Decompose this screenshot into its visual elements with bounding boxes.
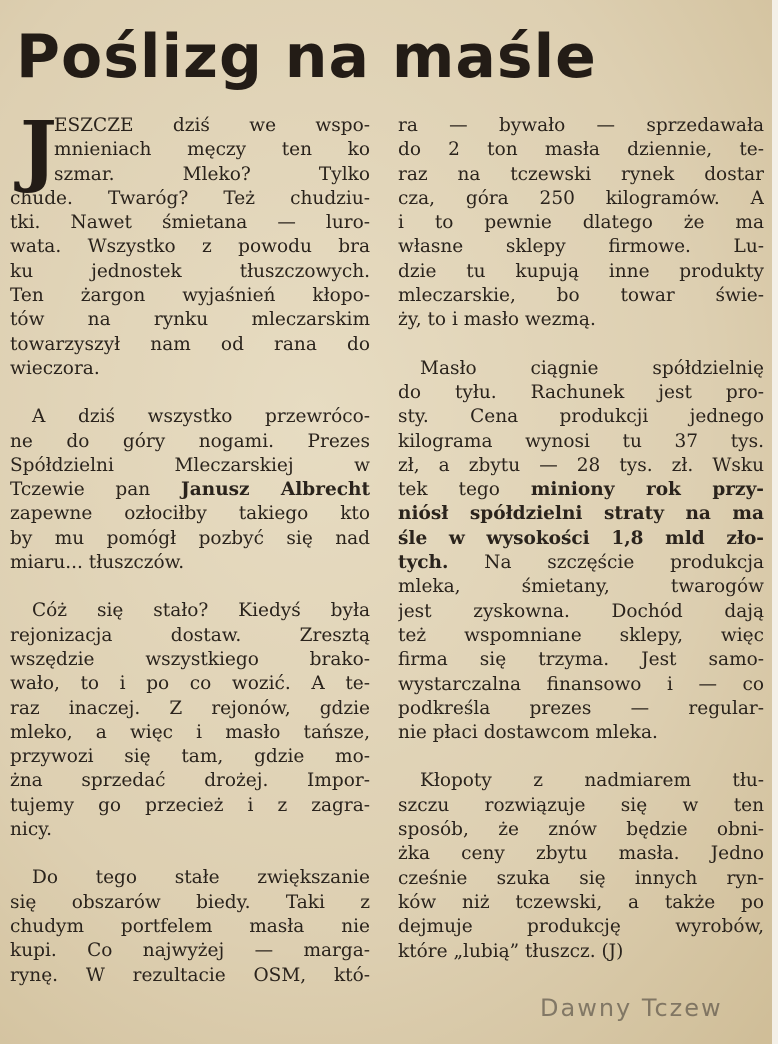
text-line: ży, to i masło wezmą. bbox=[398, 309, 596, 331]
text-line: cza, góra 250 kilogramów. A bbox=[398, 187, 764, 209]
text-line: Ten żargon wyjaśnień kłopo- bbox=[10, 285, 370, 307]
bold-text: Janusz Albrecht bbox=[181, 479, 370, 501]
watermark: Dawny Tczew bbox=[540, 994, 723, 1022]
text-line: podkreśla prezes — regular- bbox=[398, 697, 764, 719]
text-line: Masło ciągnie spółdzielnię bbox=[420, 357, 764, 379]
paragraph bbox=[398, 357, 764, 746]
text-line: wało, to i po co wozić. A te- bbox=[10, 673, 370, 695]
text-line: zł, a zbytu — 28 tys. zł. Wsku bbox=[398, 454, 764, 476]
text-line: ków niż tczewski, a także po bbox=[398, 891, 764, 913]
text-line: raz inaczej. Z rejonów, gdzie bbox=[10, 697, 370, 719]
text-line: rejonizacja dostaw. Zresztą bbox=[10, 624, 370, 646]
text-line: mleko, a więc i masło tańsze, bbox=[10, 721, 370, 743]
text-line: wszędzie wszystkiego brako- bbox=[10, 648, 370, 670]
text-line: Kłopoty z nadmiarem tłu- bbox=[420, 770, 764, 792]
text-line: mleka, śmietany, twarogów bbox=[398, 576, 764, 598]
text-line: tych. Na szczęście produkcja bbox=[398, 552, 764, 574]
text-line: się obszarów biedy. Taki z bbox=[10, 891, 370, 913]
text-line: też wspomniane sklepy, więc bbox=[398, 624, 764, 646]
text-line: ku jednostek tłuszczowych. bbox=[10, 260, 370, 282]
text-line: ne do góry nogami. Prezes bbox=[10, 430, 370, 452]
text-line: wata. Wszystko z powodu bra bbox=[10, 236, 370, 258]
bold-text: śle w wysokości 1,8 mld zło- bbox=[398, 527, 764, 549]
text-line: i to pewnie dlatego że ma bbox=[398, 212, 764, 234]
text-line: wystarczalna finansowo i — co bbox=[398, 673, 764, 695]
text-line: by mu pomógł pozbyć się nad bbox=[10, 527, 370, 549]
text-line: zapewne ozłociłby takiego kto bbox=[10, 503, 370, 525]
bold-text: tych. bbox=[398, 552, 449, 574]
text-line: żna sprzedać drożej. Impor- bbox=[10, 770, 370, 792]
text-line: kupi. Co najwyżej — marga- bbox=[10, 940, 370, 962]
text-line: ESZCZE dziś we wspo- bbox=[54, 115, 370, 136]
paragraph-gap bbox=[10, 381, 370, 405]
paragraph-gap bbox=[398, 745, 764, 769]
text-line: tki. Nawet śmietana — luro- bbox=[10, 212, 370, 234]
text-line: do 2 ton masła dziennie, te- bbox=[398, 139, 764, 161]
text-line: nicy. bbox=[10, 819, 53, 841]
paragraph bbox=[398, 769, 764, 963]
paragraph bbox=[10, 405, 370, 575]
article-column-right bbox=[398, 114, 764, 1024]
text-line: przywozi się tam, gdzie mo- bbox=[10, 746, 370, 768]
text-line: szczu rozwiązuje się w ten bbox=[398, 794, 764, 816]
text-line: tujemy go przecież i z zagra- bbox=[10, 794, 370, 816]
text-line: A dziś wszystko przewróco- bbox=[32, 406, 370, 428]
article-title: Poślizg na maśle bbox=[16, 22, 597, 92]
text-line: jest zyskowna. Dochód dają bbox=[398, 600, 764, 622]
text-line: sposób, że znów będzie obni- bbox=[398, 819, 764, 841]
paragraph-gap bbox=[398, 333, 764, 357]
text-line: cześnie szuka się innych ryn- bbox=[398, 867, 764, 889]
text-line: rynę. W rezultacie OSM, któ- bbox=[10, 964, 370, 986]
text-line: szmar. Mleko? Tylko bbox=[54, 163, 370, 185]
text-line: chudym portfelem masła nie bbox=[10, 915, 370, 937]
text-line: tów na rynku mleczarskim bbox=[10, 309, 370, 331]
text-line: Do tego stałe zwiększanie bbox=[32, 867, 370, 889]
text-line: mleczarskie, bo towar świe- bbox=[398, 285, 764, 307]
article-column-left bbox=[10, 105, 370, 1024]
text-line: żka ceny zbytu masła. Jedno bbox=[398, 843, 764, 865]
paragraph bbox=[10, 105, 370, 381]
text-line: tek tego miniony rok przy- bbox=[398, 479, 764, 501]
page-edge bbox=[772, 0, 778, 1044]
text-line: nie płaci dostawcom mleka. bbox=[398, 722, 658, 744]
text-line: Spółdzielni Mleczarskiej w bbox=[10, 454, 370, 476]
text-line: ra — bywało — sprzedawała bbox=[398, 115, 764, 136]
drop-cap: J bbox=[20, 105, 57, 196]
text-line: wieczora. bbox=[10, 357, 100, 379]
text-line bbox=[398, 527, 764, 551]
bold-text: niósł spółdzielni straty na ma bbox=[398, 503, 764, 525]
text-line: dejmuje produkcję wyrobów, bbox=[398, 916, 764, 938]
text-line: dzie tu kupują inne produkty bbox=[398, 260, 764, 282]
text-line: do tyłu. Rachunek jest pro- bbox=[398, 381, 764, 403]
paragraph-gap bbox=[10, 575, 370, 599]
text-line: Tczewie pan Janusz Albrecht bbox=[10, 479, 370, 501]
paragraph-gap bbox=[10, 842, 370, 866]
text-line: które „lubią” tłuszcz. (J) bbox=[398, 940, 624, 962]
text-line: własne sklepy firmowe. Lu- bbox=[398, 236, 764, 258]
paragraph bbox=[10, 866, 370, 987]
text-line: Cóż się stało? Kiedyś była bbox=[32, 600, 370, 622]
text-line: chude. Twaróg? Też chudziu- bbox=[10, 187, 370, 209]
paragraph bbox=[10, 599, 370, 842]
text-line bbox=[398, 502, 764, 526]
text-line: sty. Cena produkcji jednego bbox=[398, 406, 764, 428]
text-line: towarzyszył nam od rana do bbox=[10, 333, 370, 355]
paragraph bbox=[398, 114, 764, 333]
text-line: raz na tczewski rynek dostar bbox=[398, 163, 764, 185]
bold-text: miniony rok przy- bbox=[530, 479, 764, 501]
text-line: kilograma wynosi tu 37 tys. bbox=[398, 430, 764, 452]
text-line: mnieniach męczy ten ko bbox=[54, 139, 370, 161]
text-line: miaru... tłuszczów. bbox=[10, 552, 185, 574]
text-line: firma się trzyma. Jest samo- bbox=[398, 649, 764, 671]
